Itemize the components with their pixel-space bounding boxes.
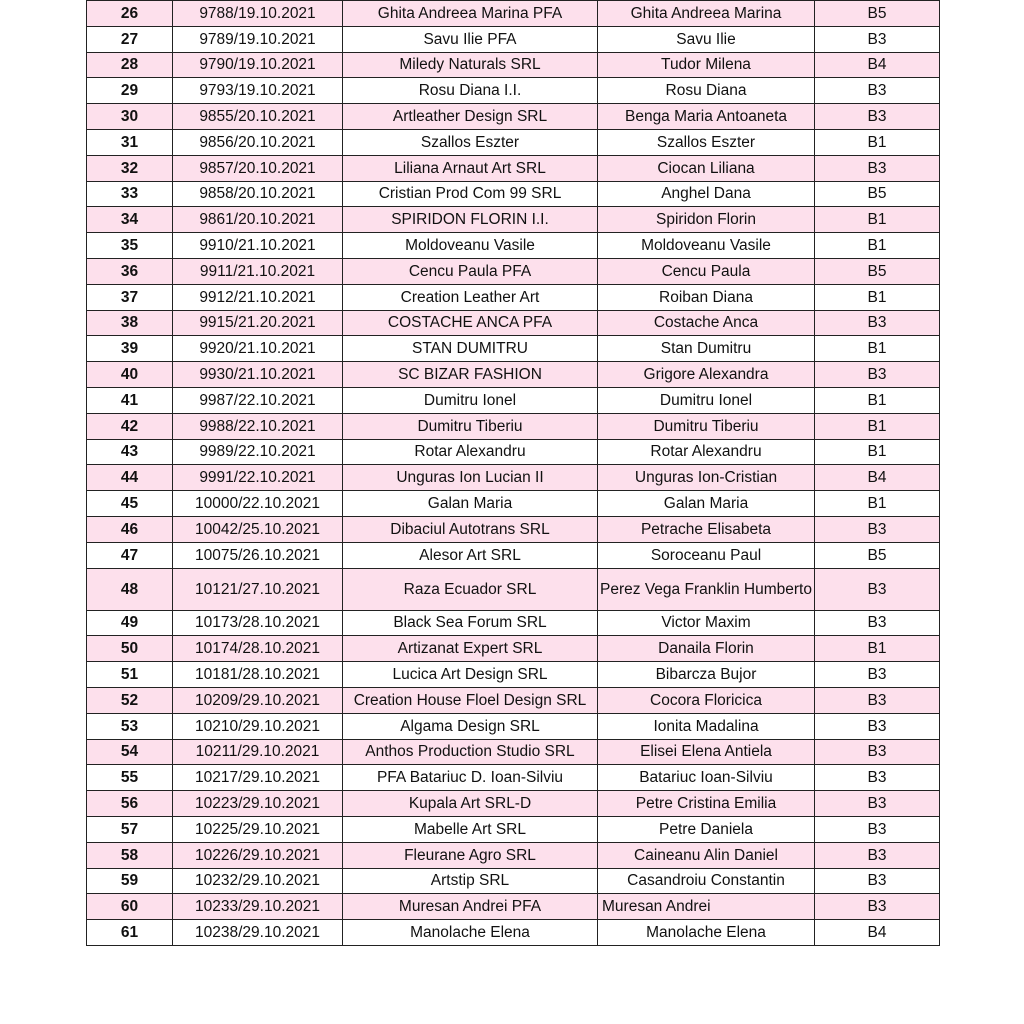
- registration-number-cell: 9989/22.10.2021: [173, 439, 343, 465]
- category-cell: B1: [815, 387, 940, 413]
- table-row: [87, 465, 940, 491]
- company-name-cell: Artizanat Expert SRL: [343, 636, 598, 662]
- table-row: [87, 765, 940, 791]
- registration-number-cell: 9857/20.10.2021: [173, 155, 343, 181]
- registration-number-cell: 9911/21.10.2021: [173, 258, 343, 284]
- registration-number-cell: 9861/20.10.2021: [173, 207, 343, 233]
- registration-number-cell: 10181/28.10.2021: [173, 662, 343, 688]
- row-number-cell: 42: [87, 413, 173, 439]
- company-name-cell: Lucica Art Design SRL: [343, 662, 598, 688]
- row-number-cell: 47: [87, 542, 173, 568]
- table-row: [87, 816, 940, 842]
- contact-person-cell: Dumitru Tiberiu: [598, 413, 815, 439]
- registration-number-cell: 10225/29.10.2021: [173, 816, 343, 842]
- contact-person-cell: Ionita Madalina: [598, 713, 815, 739]
- category-cell: B3: [815, 739, 940, 765]
- registration-number-cell: 10223/29.10.2021: [173, 791, 343, 817]
- company-name-cell: Szallos Eszter: [343, 129, 598, 155]
- row-number-cell: 38: [87, 310, 173, 336]
- registration-number-cell: 10075/26.10.2021: [173, 542, 343, 568]
- row-number-cell: 31: [87, 129, 173, 155]
- company-name-cell: Dumitru Tiberiu: [343, 413, 598, 439]
- company-name-cell: Miledy Naturals SRL: [343, 52, 598, 78]
- table-row: [87, 894, 940, 920]
- registration-number-cell: 10042/25.10.2021: [173, 516, 343, 542]
- category-cell: B1: [815, 439, 940, 465]
- row-number-cell: 48: [87, 568, 173, 610]
- company-name-cell: Kupala Art SRL-D: [343, 791, 598, 817]
- category-cell: B3: [815, 310, 940, 336]
- category-cell: B3: [815, 362, 940, 388]
- row-number-cell: 44: [87, 465, 173, 491]
- contact-person-cell: Petrache Elisabeta: [598, 516, 815, 542]
- company-name-cell: SPIRIDON FLORIN I.I.: [343, 207, 598, 233]
- row-number-cell: 32: [87, 155, 173, 181]
- table-row: [87, 491, 940, 517]
- contact-person-cell: Spiridon Florin: [598, 207, 815, 233]
- registration-number-cell: 9855/20.10.2021: [173, 104, 343, 130]
- row-number-cell: 29: [87, 78, 173, 104]
- contact-person-cell: Muresan Andrei: [598, 894, 815, 920]
- registration-number-cell: 10232/29.10.2021: [173, 868, 343, 894]
- category-cell: B3: [815, 610, 940, 636]
- contact-person-cell: Savu Ilie: [598, 26, 815, 52]
- contact-person-cell: Tudor Milena: [598, 52, 815, 78]
- contact-person-cell: Danaila Florin: [598, 636, 815, 662]
- registration-number-cell: 10226/29.10.2021: [173, 842, 343, 868]
- table-row: [87, 439, 940, 465]
- row-number-cell: 55: [87, 765, 173, 791]
- company-name-cell: Alesor Art SRL: [343, 542, 598, 568]
- category-cell: B3: [815, 104, 940, 130]
- registration-number-cell: 10174/28.10.2021: [173, 636, 343, 662]
- contact-person-cell: Rotar Alexandru: [598, 439, 815, 465]
- category-cell: B3: [815, 791, 940, 817]
- company-name-cell: Rosu Diana I.I.: [343, 78, 598, 104]
- table-row: [87, 310, 940, 336]
- table-row: [87, 233, 940, 259]
- company-name-cell: Cencu Paula PFA: [343, 258, 598, 284]
- company-name-cell: PFA Batariuc D. Ioan-Silviu: [343, 765, 598, 791]
- category-cell: B1: [815, 207, 940, 233]
- row-number-cell: 37: [87, 284, 173, 310]
- contact-person-cell: Perez Vega Franklin Humberto: [598, 568, 815, 610]
- registration-number-cell: 9788/19.10.2021: [173, 1, 343, 27]
- table-row: [87, 610, 940, 636]
- table-row: [87, 181, 940, 207]
- category-cell: B3: [815, 868, 940, 894]
- registration-number-cell: 9790/19.10.2021: [173, 52, 343, 78]
- registration-number-cell: 10209/29.10.2021: [173, 687, 343, 713]
- table-row: [87, 336, 940, 362]
- contact-person-cell: Caineanu Alin Daniel: [598, 842, 815, 868]
- table-row: [87, 542, 940, 568]
- company-name-cell: SC BIZAR FASHION: [343, 362, 598, 388]
- category-cell: B4: [815, 920, 940, 946]
- row-number-cell: 54: [87, 739, 173, 765]
- table-row: [87, 687, 940, 713]
- table-row: [87, 207, 940, 233]
- contact-person-cell: Szallos Eszter: [598, 129, 815, 155]
- category-cell: B1: [815, 636, 940, 662]
- company-name-cell: Rotar Alexandru: [343, 439, 598, 465]
- category-cell: B5: [815, 258, 940, 284]
- table-row: [87, 362, 940, 388]
- table-row: [87, 1, 940, 27]
- company-name-cell: Manolache Elena: [343, 920, 598, 946]
- row-number-cell: 58: [87, 842, 173, 868]
- registration-number-cell: 10121/27.10.2021: [173, 568, 343, 610]
- company-name-cell: Galan Maria: [343, 491, 598, 517]
- row-number-cell: 61: [87, 920, 173, 946]
- company-name-cell: Black Sea Forum SRL: [343, 610, 598, 636]
- contact-person-cell: Anghel Dana: [598, 181, 815, 207]
- table-row: [87, 258, 940, 284]
- table-row: [87, 662, 940, 688]
- registration-number-cell: 10217/29.10.2021: [173, 765, 343, 791]
- registration-number-cell: 9915/21.20.2021: [173, 310, 343, 336]
- category-cell: B3: [815, 662, 940, 688]
- category-cell: B3: [815, 816, 940, 842]
- company-name-cell: Fleurane Agro SRL: [343, 842, 598, 868]
- contact-person-cell: Soroceanu Paul: [598, 542, 815, 568]
- registration-number-cell: 9789/19.10.2021: [173, 26, 343, 52]
- row-number-cell: 26: [87, 1, 173, 27]
- contact-person-cell: Petre Daniela: [598, 816, 815, 842]
- contact-person-cell: Cencu Paula: [598, 258, 815, 284]
- company-name-cell: Unguras Ion Lucian II: [343, 465, 598, 491]
- category-cell: B3: [815, 78, 940, 104]
- contact-person-cell: Victor Maxim: [598, 610, 815, 636]
- category-cell: B1: [815, 336, 940, 362]
- row-number-cell: 57: [87, 816, 173, 842]
- category-cell: B3: [815, 516, 940, 542]
- registration-number-cell: 9987/22.10.2021: [173, 387, 343, 413]
- contact-person-cell: Roiban Diana: [598, 284, 815, 310]
- table-row: [87, 516, 940, 542]
- contact-person-cell: Ghita Andreea Marina: [598, 1, 815, 27]
- table-row: [87, 868, 940, 894]
- row-number-cell: 43: [87, 439, 173, 465]
- row-number-cell: 40: [87, 362, 173, 388]
- table-row: [87, 387, 940, 413]
- company-name-cell: Raza Ecuador SRL: [343, 568, 598, 610]
- company-name-cell: Dumitru Ionel: [343, 387, 598, 413]
- contact-person-cell: Stan Dumitru: [598, 336, 815, 362]
- category-cell: B1: [815, 129, 940, 155]
- company-name-cell: Cristian Prod Com 99 SRL: [343, 181, 598, 207]
- table-row: [87, 284, 940, 310]
- contact-person-cell: Cocora Floricica: [598, 687, 815, 713]
- table-row: [87, 104, 940, 130]
- contact-person-cell: Elisei Elena Antiela: [598, 739, 815, 765]
- registration-number-cell: 9912/21.10.2021: [173, 284, 343, 310]
- row-number-cell: 36: [87, 258, 173, 284]
- registry-table: [86, 0, 940, 946]
- category-cell: B1: [815, 491, 940, 517]
- company-name-cell: Muresan Andrei PFA: [343, 894, 598, 920]
- table-row: [87, 413, 940, 439]
- company-name-cell: Anthos Production Studio SRL: [343, 739, 598, 765]
- contact-person-cell: Bibarcza Bujor: [598, 662, 815, 688]
- table-row: [87, 52, 940, 78]
- category-cell: B3: [815, 765, 940, 791]
- contact-person-cell: Costache Anca: [598, 310, 815, 336]
- company-name-cell: Dibaciul Autotrans SRL: [343, 516, 598, 542]
- row-number-cell: 35: [87, 233, 173, 259]
- registration-number-cell: 9991/22.10.2021: [173, 465, 343, 491]
- category-cell: B1: [815, 233, 940, 259]
- row-number-cell: 28: [87, 52, 173, 78]
- category-cell: B1: [815, 413, 940, 439]
- row-number-cell: 33: [87, 181, 173, 207]
- table-row: [87, 791, 940, 817]
- row-number-cell: 51: [87, 662, 173, 688]
- contact-person-cell: Galan Maria: [598, 491, 815, 517]
- registration-number-cell: 9930/21.10.2021: [173, 362, 343, 388]
- category-cell: B4: [815, 465, 940, 491]
- company-name-cell: Ghita Andreea Marina PFA: [343, 1, 598, 27]
- row-number-cell: 53: [87, 713, 173, 739]
- contact-person-cell: Petre Cristina Emilia: [598, 791, 815, 817]
- row-number-cell: 30: [87, 104, 173, 130]
- table-row: [87, 636, 940, 662]
- registration-number-cell: 9856/20.10.2021: [173, 129, 343, 155]
- category-cell: B3: [815, 687, 940, 713]
- contact-person-cell: Manolache Elena: [598, 920, 815, 946]
- contact-person-cell: Casandroiu Constantin: [598, 868, 815, 894]
- company-name-cell: Moldoveanu Vasile: [343, 233, 598, 259]
- row-number-cell: 46: [87, 516, 173, 542]
- company-name-cell: Mabelle Art SRL: [343, 816, 598, 842]
- row-number-cell: 50: [87, 636, 173, 662]
- company-name-cell: Liliana Arnaut Art SRL: [343, 155, 598, 181]
- company-name-cell: Creation House Floel Design SRL: [343, 687, 598, 713]
- registration-number-cell: 9988/22.10.2021: [173, 413, 343, 439]
- row-number-cell: 52: [87, 687, 173, 713]
- company-name-cell: Savu Ilie PFA: [343, 26, 598, 52]
- row-number-cell: 59: [87, 868, 173, 894]
- contact-person-cell: Benga Maria Antoaneta: [598, 104, 815, 130]
- table-row: [87, 842, 940, 868]
- contact-person-cell: Batariuc Ioan-Silviu: [598, 765, 815, 791]
- company-name-cell: Artleather Design SRL: [343, 104, 598, 130]
- category-cell: B3: [815, 26, 940, 52]
- registration-number-cell: 9858/20.10.2021: [173, 181, 343, 207]
- category-cell: B3: [815, 713, 940, 739]
- table-row: [87, 26, 940, 52]
- contact-person-cell: Moldoveanu Vasile: [598, 233, 815, 259]
- row-number-cell: 41: [87, 387, 173, 413]
- table-row: [87, 78, 940, 104]
- row-number-cell: 49: [87, 610, 173, 636]
- row-number-cell: 27: [87, 26, 173, 52]
- category-cell: B5: [815, 1, 940, 27]
- row-number-cell: 60: [87, 894, 173, 920]
- registration-number-cell: 9910/21.10.2021: [173, 233, 343, 259]
- category-cell: B3: [815, 894, 940, 920]
- company-name-cell: Creation Leather Art: [343, 284, 598, 310]
- category-cell: B5: [815, 181, 940, 207]
- category-cell: B3: [815, 568, 940, 610]
- row-number-cell: 39: [87, 336, 173, 362]
- contact-person-cell: Grigore Alexandra: [598, 362, 815, 388]
- row-number-cell: 34: [87, 207, 173, 233]
- company-name-cell: STAN DUMITRU: [343, 336, 598, 362]
- contact-person-cell: Unguras Ion-Cristian: [598, 465, 815, 491]
- category-cell: B3: [815, 155, 940, 181]
- contact-person-cell: Rosu Diana: [598, 78, 815, 104]
- category-cell: B4: [815, 52, 940, 78]
- category-cell: B5: [815, 542, 940, 568]
- registration-number-cell: 9920/21.10.2021: [173, 336, 343, 362]
- registry-table-body: [87, 1, 940, 946]
- contact-person-cell: Dumitru Ionel: [598, 387, 815, 413]
- company-name-cell: Algama Design SRL: [343, 713, 598, 739]
- registration-number-cell: 10000/22.10.2021: [173, 491, 343, 517]
- company-name-cell: COSTACHE ANCA PFA: [343, 310, 598, 336]
- table-row: [87, 739, 940, 765]
- registration-number-cell: 10211/29.10.2021: [173, 739, 343, 765]
- registration-number-cell: 10233/29.10.2021: [173, 894, 343, 920]
- table-row: [87, 568, 940, 610]
- category-cell: B1: [815, 284, 940, 310]
- registration-number-cell: 10173/28.10.2021: [173, 610, 343, 636]
- registration-number-cell: 10210/29.10.2021: [173, 713, 343, 739]
- row-number-cell: 56: [87, 791, 173, 817]
- registration-number-cell: 9793/19.10.2021: [173, 78, 343, 104]
- table-row: [87, 129, 940, 155]
- registration-number-cell: 10238/29.10.2021: [173, 920, 343, 946]
- table-row: [87, 920, 940, 946]
- row-number-cell: 45: [87, 491, 173, 517]
- table-row: [87, 155, 940, 181]
- category-cell: B3: [815, 842, 940, 868]
- contact-person-cell: Ciocan Liliana: [598, 155, 815, 181]
- company-name-cell: Artstip SRL: [343, 868, 598, 894]
- table-row: [87, 713, 940, 739]
